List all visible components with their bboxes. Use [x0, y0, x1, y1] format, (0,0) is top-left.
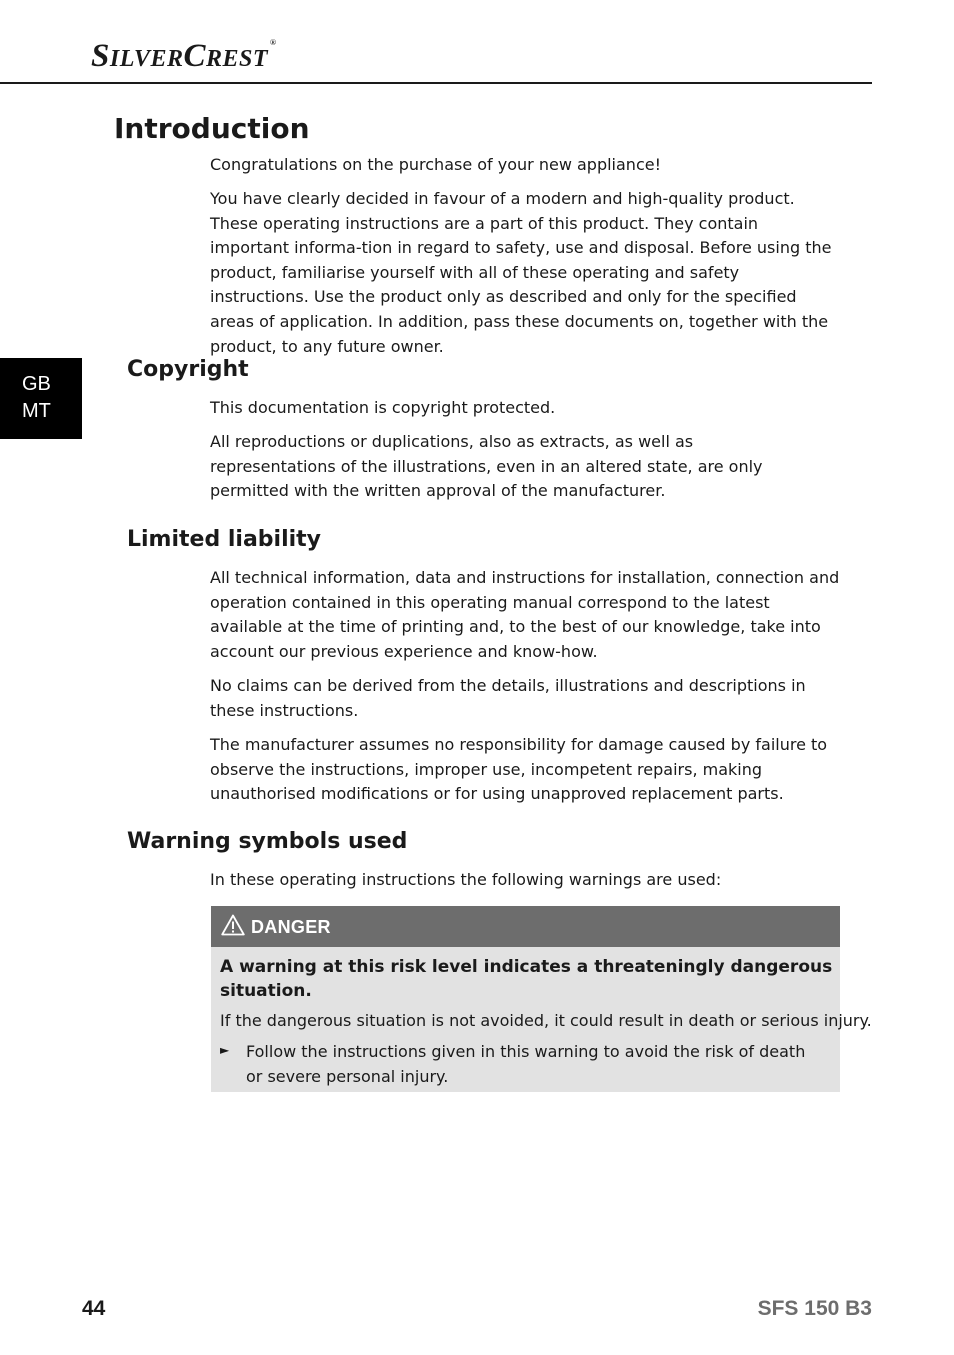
- liability-paragraph-2: No claims can be derived from the details, illustrations and descriptions in these instructions.: [210, 676, 806, 720]
- language-tab: [0, 358, 82, 439]
- header-rule: [0, 82, 872, 84]
- liability-paragraph-1: All technical information, data and instructions for installation, connection and operation contained in this operating manual correspond to the latest available at the time of printing and, to the best of our knowledge, take into account our previous experience and know-how.: [210, 568, 840, 661]
- copyright-paragraph-1: This documentation is copyright protected.: [210, 398, 556, 417]
- liability-paragraph-3: The manufacturer assumes no responsibility for damage caused by failure to observe the instructions, improper use, incompetent repairs, making unauthorised modifications or for using unapproved replacement parts.: [210, 735, 828, 804]
- danger-instruction-text: Follow the instructions given in this warning to avoid the risk of death or severe personal injury.: [246, 1042, 806, 1086]
- warnings-heading: Warning symbols used: [127, 829, 408, 854]
- danger-consequence-text: If the dangerous situation is not avoided, it could result in death or serious injury.: [220, 1011, 872, 1030]
- danger-warning-box: [211, 906, 872, 1092]
- liability-heading: Limited liability: [127, 527, 322, 552]
- intro-paragraph-1: Congratulations on the purchase of your new appliance!: [210, 155, 661, 174]
- bullet-arrow-icon: ►: [220, 1043, 230, 1057]
- language-code-mt: MT: [22, 400, 51, 422]
- page-number: 44: [82, 1297, 106, 1320]
- danger-lead-text: A warning at this risk level indicates a threateningly dangerous situation.: [220, 957, 833, 1001]
- language-code-gb: GB: [22, 373, 51, 395]
- registered-mark: ®: [270, 38, 277, 47]
- danger-title: DANGER: [251, 917, 331, 937]
- warnings-intro: In these operating instructions the following warnings are used:: [210, 870, 722, 889]
- brand-logo: SILVERCREST®: [91, 38, 277, 74]
- copyright-heading: Copyright: [127, 357, 249, 382]
- copyright-paragraph-2: All reproductions or duplications, also as extracts, as well as representations of the illustrations, even in an altered state, are only permitted with the written approval of the manufacturer.: [210, 432, 763, 501]
- page-title: Introduction: [114, 112, 310, 145]
- danger-header: [211, 906, 840, 947]
- warning-triangle-icon: [221, 914, 245, 936]
- intro-paragraph-2: You have clearly decided in favour of a modern and high-quality product. These operating instructions are a part of this product. They contain important informa-tion in regard to safety, use and disposal. Before using the product, familiarise yourself with all of these operating and safety instructions. Use the product only as described and only for the specified areas of application. In addition, pass these documents on, together with the product, to any future owner.: [210, 189, 832, 356]
- model-number: SFS 150 B3: [757, 1297, 872, 1320]
